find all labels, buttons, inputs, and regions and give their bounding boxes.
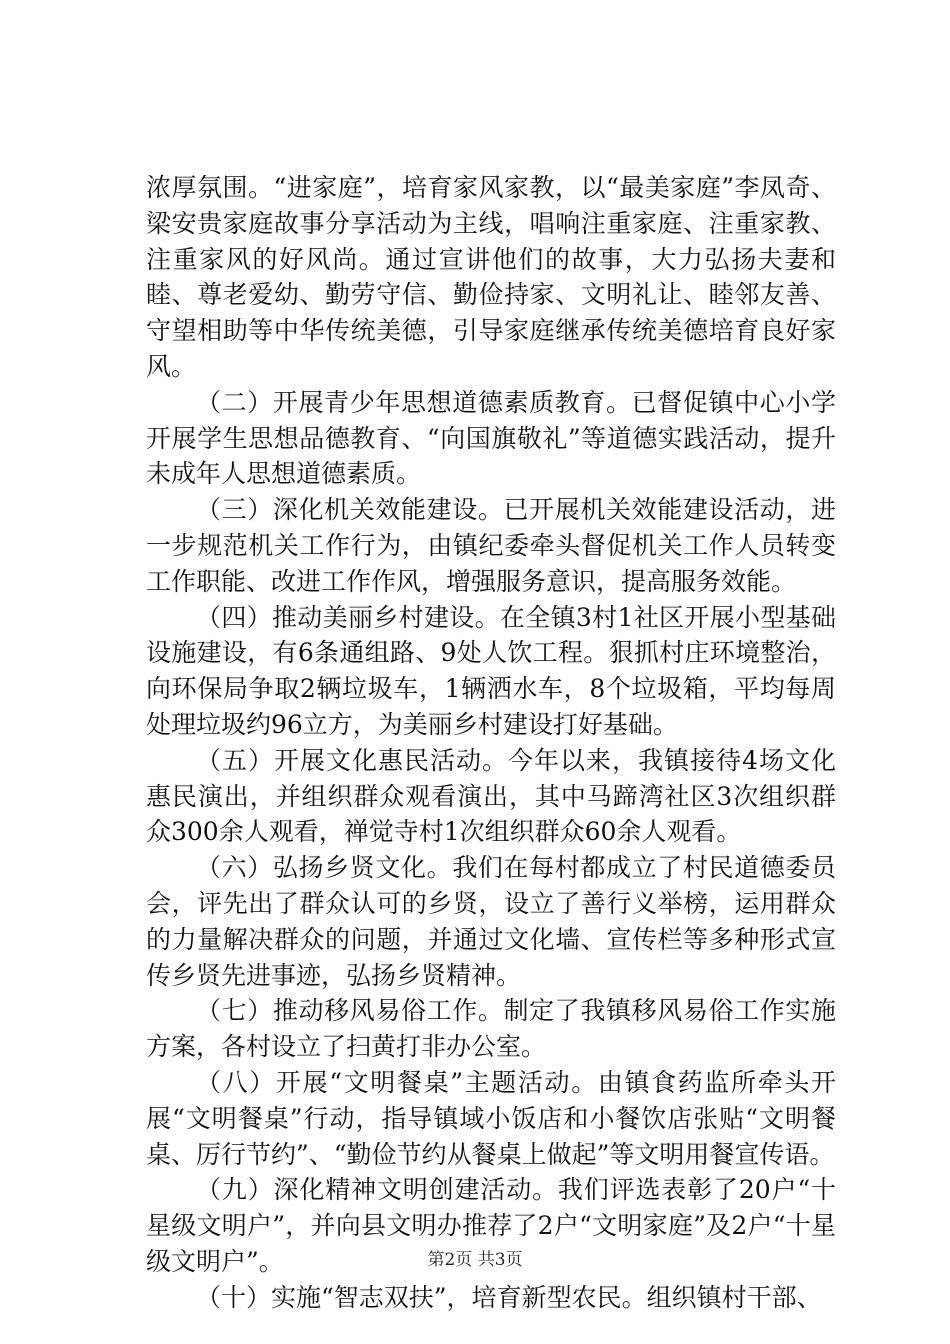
paragraph-3: （三）深化机关效能建设。已开展机关效能建设活动，进一步规范机关工作行为，由镇纪委牵头督促机关工作人员转变工作职能、改进工作作风，增强服务意识，提高服务效能。 <box>146 495 836 596</box>
paragraph-7: （七）推动移风易俗工作。制定了我镇移风易俗工作实施方案，各村设立了扫黄打非办公室。 <box>146 996 836 1062</box>
paragraph-8: （八）开展“文明餐桌”主题活动。由镇食药监所牵头开展“文明餐桌”行动，指导镇域小饭店和小餐饮店张贴“文明餐桌、厉行节约”、“勤俭节约从餐桌上做起”等文明用餐宣传语。 <box>146 1067 836 1169</box>
paragraph-9: （九）深化精神文明创建活动。我们评选表彰了20户“十星级文明户”，并向县文明办推荐了2户“文明家庭”及2户“十星级文明户”。 <box>146 1175 836 1276</box>
paragraph-5: （五）开展文化惠民活动。今年以来，我镇接待4场文化惠民演出，并组织群众观看演出，其中马蹄湾社区3次组织群众300余人观看，禅觉寺村1次组织群众60余人观看。 <box>146 745 836 847</box>
paragraph-continuation: 浓厚氛围。“进家庭”，培育家风家教，以“最美家庭”李凤奇、梁安贵家庭故事分享活动为主线，唱响注重家庭、注重家教、注重家风的好风尚。通过宣讲他们的故事，大力弘扬夫妻和睦、尊老爱幼、勤劳守信、勤俭持家、文明礼让、睦邻友善、守望相助等中华传统美德，引导家庭继承传统美德培育良好家风。 <box>146 173 836 381</box>
page-number-footer: 第2页 共3页 <box>427 1250 523 1270</box>
paragraph-2: （二）开展青少年思想道德素质教育。已督促镇中心小学开展学生思想品德教育、“向国旗敬礼”等道德实践活动，提升未成年人思想道德素质。 <box>146 387 836 489</box>
paragraph-10: （十）实施“智志双扶”，培育新型农民。组织镇村干部、 <box>196 1282 822 1312</box>
document-body <box>146 170 836 1316</box>
paragraph-6: （六）弘扬乡贤文化。我们在每村都成立了村民道德委员会，评先出了群众认可的乡贤，设立了善行义举榜，运用群众的力量解决群众的问题，并通过文化墙、宣传栏等多种形式宣传乡贤先进事迹，弘扬乡贤精神。 <box>146 853 836 990</box>
paragraph-4: （四）推动美丽乡村建设。在全镇3村1社区开展小型基础设施建设，有6条通组路、9处人饮工程。狠抓村庄环境整治，向环保局争取2辆垃圾车，1辆洒水车，8个垃圾箱，平均每周处理垃圾约96立方，为美丽乡村建设打好基础。 <box>146 602 836 739</box>
